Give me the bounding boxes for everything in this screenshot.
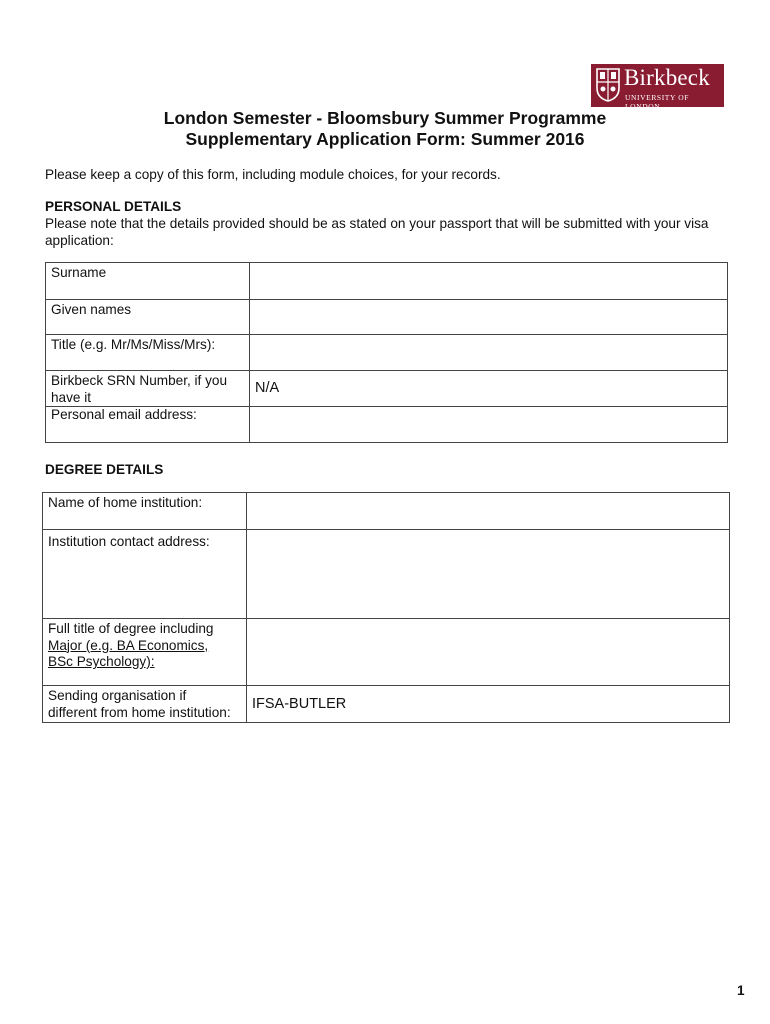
personal-details-note-line1: Please note that the details provided should be as stated on your passport that will be submitted with your visa — [45, 216, 709, 231]
form-subtitle: Supplementary Application Form: Summer 2016 — [185, 129, 585, 149]
personal-details-table — [45, 262, 728, 443]
email-label: Personal email address: — [46, 407, 250, 443]
srn-number-value: N/A — [255, 380, 280, 397]
personal-details-note-line2: application: — [45, 233, 114, 248]
sending-organisation-field[interactable] — [247, 686, 730, 723]
table-row — [43, 493, 730, 530]
home-institution-field[interactable] — [247, 493, 730, 530]
institution-address-field[interactable] — [247, 530, 730, 619]
personal-details-heading: PERSONAL DETAILS — [45, 199, 182, 214]
given-names-field[interactable] — [250, 300, 728, 335]
degree-title-label: Full title of degree including Major (e.g. BA Economics, BSc Psychology): — [43, 619, 247, 686]
degree-details-table — [42, 492, 730, 723]
table-row — [46, 371, 728, 407]
birkbeck-logo — [591, 64, 724, 111]
intro-text: Please keep a copy of this form, including module choices, for your records. — [45, 167, 501, 182]
form-title: London Semester - Bloomsbury Summer Programme — [163, 108, 607, 128]
table-row — [43, 686, 730, 723]
logo-subtitle: UNIVERSITY OF LONDON — [625, 93, 689, 111]
page-number: 1 — [737, 983, 745, 998]
table-row — [46, 407, 728, 443]
degree-title-field[interactable] — [247, 619, 730, 686]
srn-number-field[interactable] — [250, 371, 728, 407]
sending-organisation-value: IFSA-BUTLER — [252, 695, 347, 712]
table-row — [46, 335, 728, 371]
srn-number-label: Birkbeck SRN Number, if you have it — [46, 371, 250, 407]
surname-field[interactable] — [250, 263, 728, 300]
logo-wordmark: Birkbeck — [624, 65, 710, 90]
table-row — [46, 263, 728, 300]
given-names-label: Given names — [46, 300, 250, 335]
home-institution-label: Name of home institution: — [43, 493, 247, 530]
title-label: Title (e.g. Mr/Ms/Miss/Mrs): — [46, 335, 250, 371]
crest-icon — [596, 68, 620, 102]
table-row — [43, 619, 730, 686]
sending-organisation-label: Sending organisation if different from home institution: — [43, 686, 247, 723]
table-row — [43, 530, 730, 619]
table-row — [46, 300, 728, 335]
email-field[interactable] — [250, 407, 728, 443]
surname-label: Surname — [46, 263, 250, 300]
degree-details-heading: DEGREE DETAILS — [45, 462, 164, 477]
institution-address-label: Institution contact address: — [43, 530, 247, 619]
title-field[interactable] — [250, 335, 728, 371]
